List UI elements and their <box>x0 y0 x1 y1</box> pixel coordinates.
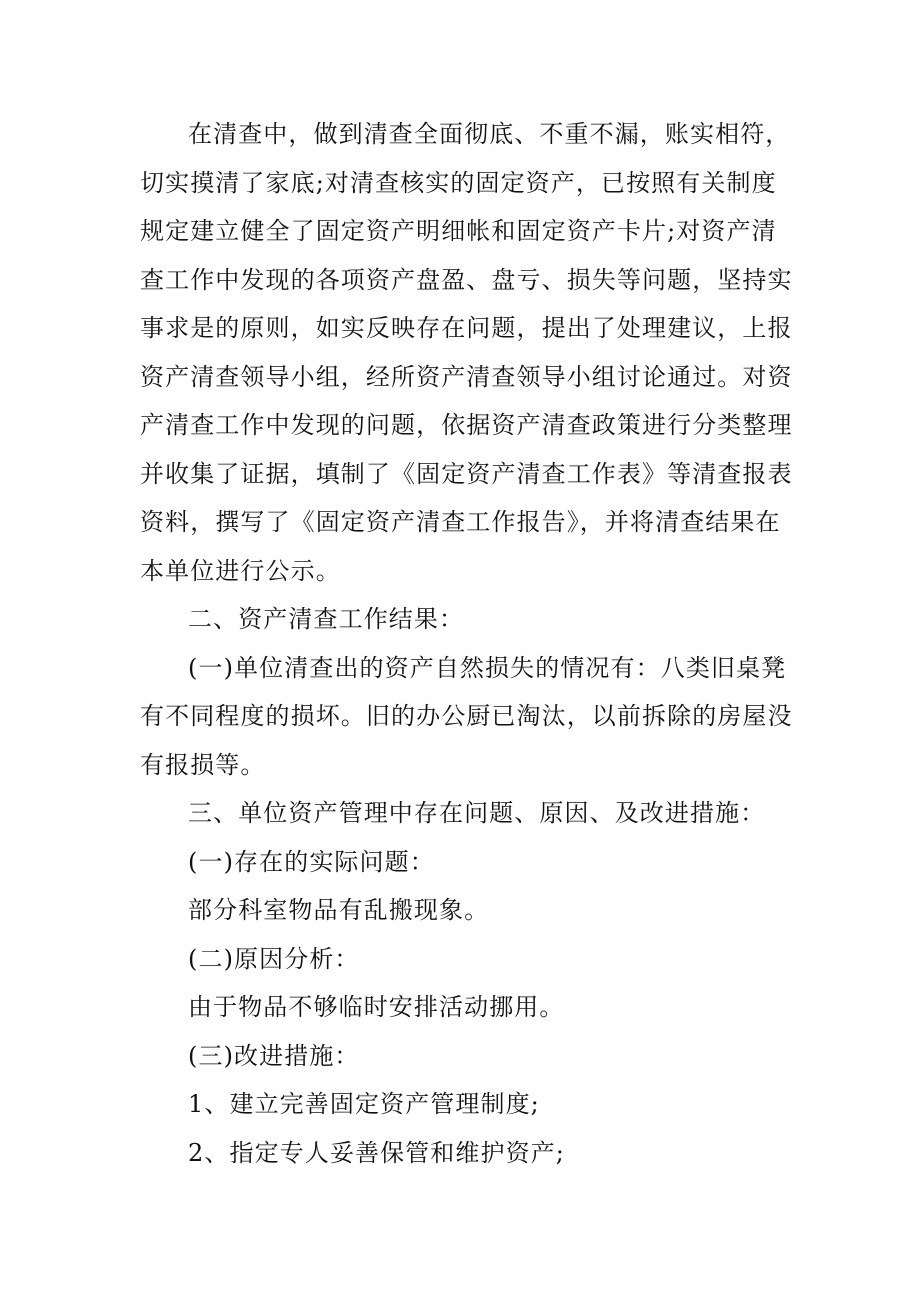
paragraph-inventory-process <box>140 110 800 595</box>
subheading-actual-problems <box>140 838 800 887</box>
document-body <box>140 110 800 1177</box>
text-line: 三、单位资产管理中存在问题、原因、及改进措施： <box>188 799 766 827</box>
subheading-improvements <box>140 1032 800 1081</box>
section-heading-problems <box>140 789 800 838</box>
text-line: (二)原因分析： <box>188 944 360 973</box>
text-line: 资料，撰写了《固定资产清查工作报告》，并将清查结果在 <box>140 508 781 536</box>
text-line: 2、指定专人妥善保管和维护资产; <box>188 1138 565 1167</box>
text-line: 部分科室物品有乱搬现象。 <box>188 896 490 924</box>
text-line: (一)存在的实际问题： <box>188 847 435 876</box>
text-line: 在清查中，做到清查全面彻底、不重不漏，账实相符， <box>188 120 791 148</box>
text-line: 本单位进行公示。 <box>140 556 341 585</box>
text-line: 由于物品不够临时安排活动挪用。 <box>188 993 565 1021</box>
list-item-improvement-2 <box>140 1129 800 1178</box>
subheading-cause-analysis <box>140 935 800 984</box>
paragraph-problem-detail <box>140 886 800 935</box>
paragraph-natural-losses <box>140 644 800 790</box>
text-line: 并收集了证据，填制了《固定资产清查工作表》等清查报表 <box>140 459 793 488</box>
list-item-improvement-1 <box>140 1080 800 1129</box>
text-line: 有不同程度的损坏。旧的办公厨已淘汰，以前拆除的房屋没 <box>140 702 793 730</box>
text-line: 产清查工作中发现的问题，依据资产清查政策进行分类整理 <box>140 411 793 439</box>
paragraph-cause-detail <box>140 983 800 1032</box>
text-line: (一)单位清查出的资产自然损失的情况有：八类旧桌凳 <box>188 653 787 682</box>
text-line: 查工作中发现的各项资产盘盈、盘亏、损失等问题，坚持实 <box>140 265 793 294</box>
text-line: 有报损等。 <box>140 750 266 779</box>
text-line: (三)改进措施： <box>188 1041 360 1070</box>
text-line: 规定建立健全了固定资产明细帐和固定资产卡片;对资产清 <box>140 217 777 245</box>
text-line: 1、建立完善固定资产管理制度; <box>188 1090 540 1118</box>
section-heading-results <box>140 595 800 644</box>
text-line: 事求是的原则，如实反映存在问题，提出了处理建议，上报 <box>140 314 793 342</box>
text-line: 资产清查领导小组，经所资产清查领导小组讨论通过。对资 <box>140 362 793 391</box>
text-line: 二、资产清查工作结果： <box>188 605 465 633</box>
text-line: 切实摸清了家底;对清查核实的固定资产，已按照有关制度 <box>140 168 777 197</box>
